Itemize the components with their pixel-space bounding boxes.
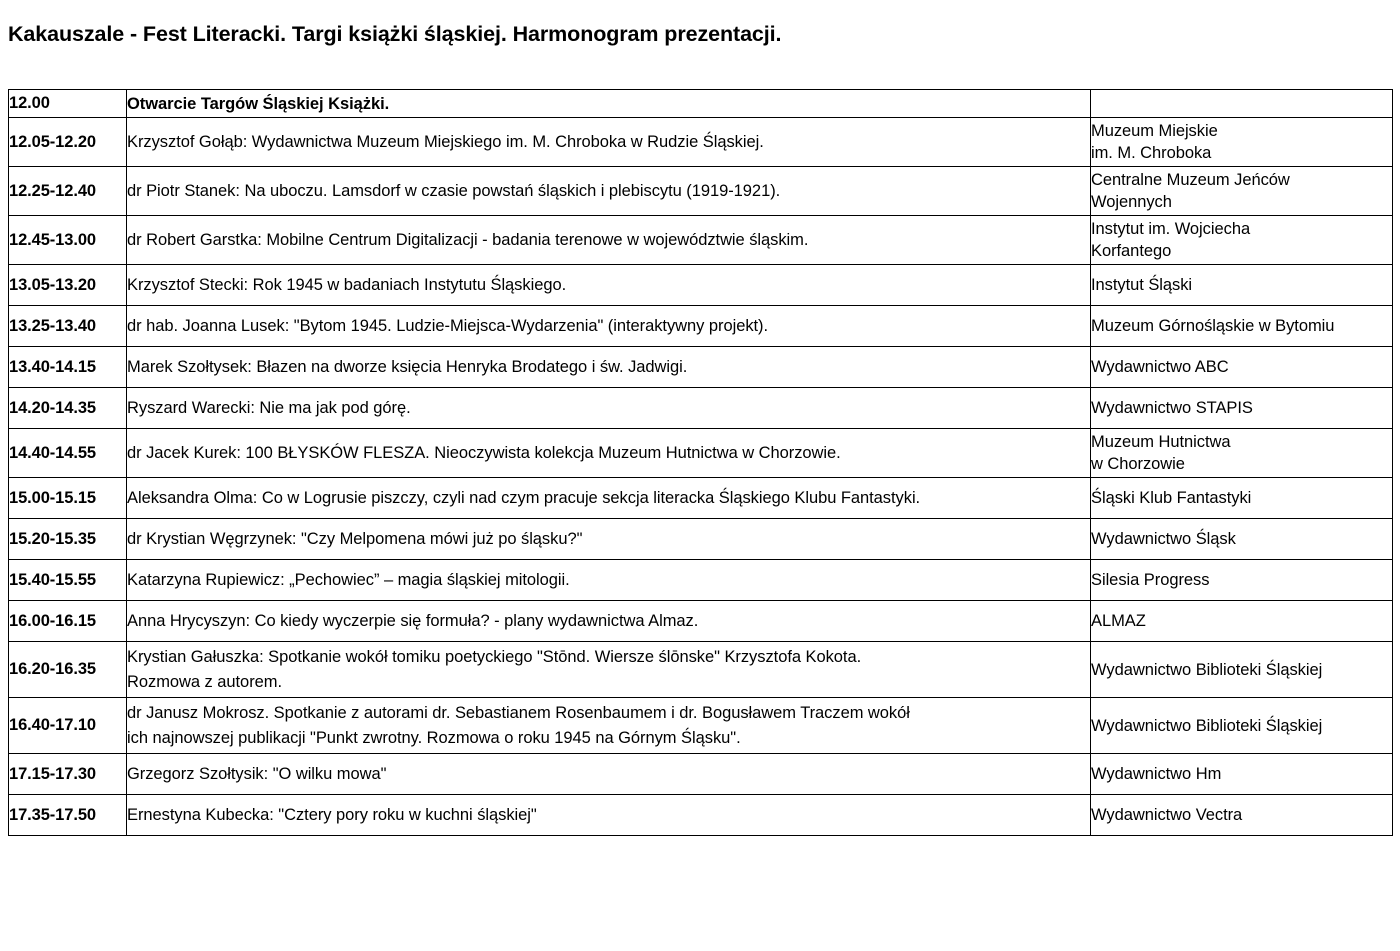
schedule-description-line: ich najnowszej publikacji "Punkt zwrotny. Rozmowa o roku 1945 na Górnym Śląsku". xyxy=(127,728,741,747)
schedule-description-cell xyxy=(127,306,1091,347)
schedule-description-line: dr Robert Garstka: Mobilne Centrum Digitalizacji - badania terenowe w województwie śląskim. xyxy=(127,231,809,250)
schedule-table xyxy=(8,89,1393,836)
table-row xyxy=(9,388,1393,429)
schedule-organization-line: Śląski Klub Fantastyki xyxy=(1091,489,1252,508)
schedule-organization-cell xyxy=(1091,601,1393,642)
schedule-table-body xyxy=(9,90,1393,836)
schedule-organization-line: Wydawnictwo Vectra xyxy=(1091,806,1243,825)
schedule-organization-cell xyxy=(1091,754,1393,795)
schedule-description-cell xyxy=(127,795,1091,836)
schedule-organization-line: Instytut Śląski xyxy=(1091,276,1193,295)
table-row xyxy=(9,265,1393,306)
schedule-organization-cell xyxy=(1091,306,1393,347)
document-page xyxy=(0,14,1400,951)
schedule-description-line: Krystian Gałuszka: Spotkanie wokół tomiku poetyckiego "Stōnd. Wiersze ślōnske" Krzysztofa Kokota. xyxy=(127,648,862,667)
table-row xyxy=(9,601,1393,642)
schedule-description-cell xyxy=(127,265,1091,306)
schedule-organization-line: Silesia Progress xyxy=(1091,571,1210,590)
schedule-organization-cell xyxy=(1091,795,1393,836)
schedule-organization-line: Instytut im. Wojciecha xyxy=(1091,220,1251,239)
schedule-organization-cell xyxy=(1091,698,1393,754)
schedule-organization-line: im. M. Chroboka xyxy=(1091,144,1212,163)
schedule-time-cell: 12.25-12.40 xyxy=(9,167,127,216)
schedule-description-line: dr Janusz Mokrosz. Spotkanie z autorami dr. Sebastianem Rosenbaumem i dr. Bogusławem Traczem wokół xyxy=(127,704,910,723)
schedule-organization-line: Muzeum Miejskie xyxy=(1091,122,1218,141)
schedule-description-line: Anna Hrycyszyn: Co kiedy wyczerpie się formuła? - plany wydawnictwa Almaz. xyxy=(127,612,699,631)
table-row xyxy=(9,347,1393,388)
schedule-time-cell: 15.00-15.15 xyxy=(9,478,127,519)
schedule-description-line: dr Krystian Węgrzynek: "Czy Melpomena mówi już po śląsku?" xyxy=(127,530,583,549)
schedule-description-cell xyxy=(127,642,1091,698)
schedule-time-cell: 16.00-16.15 xyxy=(9,601,127,642)
schedule-organization-line: Wydawnictwo Hm xyxy=(1091,765,1222,784)
page-title: Kakauszale - Fest Literacki. Targi książki śląskiej. Harmonogram prezentacji. xyxy=(8,22,782,47)
schedule-organization-line: Wydawnictwo STAPIS xyxy=(1091,399,1253,418)
schedule-time-cell: 15.20-15.35 xyxy=(9,519,127,560)
schedule-description-line: Aleksandra Olma: Co w Logrusie piszczy, czyli nad czym pracuje sekcja literacka Śląskiego Klubu Fantastyki. xyxy=(127,489,921,508)
table-row xyxy=(9,560,1393,601)
schedule-table-container xyxy=(8,89,1392,836)
schedule-organization-line: Wojennych xyxy=(1091,193,1172,212)
schedule-description-line: dr Piotr Stanek: Na uboczu. Lamsdorf w czasie powstań śląskich i plebiscytu (1919-1921). xyxy=(127,182,781,201)
schedule-organization-line: Wydawnictwo Biblioteki Śląskiej xyxy=(1091,716,1323,735)
table-row xyxy=(9,795,1393,836)
table-row xyxy=(9,519,1393,560)
schedule-organization-line: Wydawnictwo Śląsk xyxy=(1091,530,1236,549)
schedule-organization-line: Wydawnictwo ABC xyxy=(1091,358,1229,377)
schedule-description-line: Krzysztof Gołąb: Wydawnictwa Muzeum Miejskiego im. M. Chroboka w Rudzie Śląskiej. xyxy=(127,133,764,152)
table-row xyxy=(9,167,1393,216)
table-row xyxy=(9,306,1393,347)
schedule-description-line: Ernestyna Kubecka: "Cztery pory roku w kuchni śląskiej" xyxy=(127,806,537,825)
schedule-time-cell: 13.25-13.40 xyxy=(9,306,127,347)
schedule-description-cell xyxy=(127,478,1091,519)
schedule-time-cell: 12.00 xyxy=(9,90,127,118)
schedule-organization-line: Centralne Muzeum Jeńców xyxy=(1091,171,1290,190)
schedule-description-cell xyxy=(127,601,1091,642)
schedule-organization-cell xyxy=(1091,478,1393,519)
schedule-organization-line: Muzeum Górnośląskie w Bytomiu xyxy=(1091,317,1335,336)
table-row xyxy=(9,754,1393,795)
table-row xyxy=(9,90,1393,118)
table-row xyxy=(9,216,1393,265)
schedule-time-cell: 13.40-14.15 xyxy=(9,347,127,388)
schedule-time-cell: 17.15-17.30 xyxy=(9,754,127,795)
schedule-organization-cell xyxy=(1091,388,1393,429)
schedule-time-cell: 16.40-17.10 xyxy=(9,698,127,754)
schedule-description-line: Rozmowa z autorem. xyxy=(127,672,282,691)
schedule-organization-line: w Chorzowie xyxy=(1091,455,1185,474)
schedule-organization-line: ALMAZ xyxy=(1091,612,1146,631)
schedule-description-cell xyxy=(127,167,1091,216)
table-row xyxy=(9,478,1393,519)
schedule-time-cell: 15.40-15.55 xyxy=(9,560,127,601)
schedule-organization-cell xyxy=(1091,347,1393,388)
schedule-organization-line: Wydawnictwo Biblioteki Śląskiej xyxy=(1091,660,1323,679)
schedule-organization-cell xyxy=(1091,519,1393,560)
schedule-description-cell xyxy=(127,90,1091,118)
schedule-description-line: Otwarcie Targów Śląskiej Książki. xyxy=(127,94,390,113)
schedule-time-cell: 13.05-13.20 xyxy=(9,265,127,306)
schedule-organization-cell xyxy=(1091,265,1393,306)
schedule-description-cell xyxy=(127,388,1091,429)
schedule-organization-cell xyxy=(1091,216,1393,265)
schedule-organization-cell xyxy=(1091,90,1393,118)
table-row xyxy=(9,118,1393,167)
schedule-time-cell: 17.35-17.50 xyxy=(9,795,127,836)
schedule-description-line: Grzegorz Szołtysik: "O wilku mowa" xyxy=(127,765,387,784)
schedule-description-line: Marek Szołtysek: Błazen na dworze księcia Henryka Brodatego i św. Jadwigi. xyxy=(127,358,688,377)
schedule-time-cell: 16.20-16.35 xyxy=(9,642,127,698)
schedule-description-line: Ryszard Warecki: Nie ma jak pod górę. xyxy=(127,399,411,418)
schedule-organization-line: Muzeum Hutnictwa xyxy=(1091,433,1231,452)
schedule-description-cell xyxy=(127,216,1091,265)
schedule-time-cell: 12.05-12.20 xyxy=(9,118,127,167)
schedule-description-cell xyxy=(127,429,1091,478)
schedule-organization-cell xyxy=(1091,642,1393,698)
schedule-description-cell xyxy=(127,519,1091,560)
schedule-organization-cell xyxy=(1091,118,1393,167)
schedule-description-cell xyxy=(127,754,1091,795)
schedule-description-line: Krzysztof Stecki: Rok 1945 w badaniach Instytutu Śląskiego. xyxy=(127,276,567,295)
schedule-organization-cell xyxy=(1091,429,1393,478)
schedule-time-cell: 12.45-13.00 xyxy=(9,216,127,265)
table-row xyxy=(9,698,1393,754)
schedule-organization-cell xyxy=(1091,167,1393,216)
schedule-description-line: Katarzyna Rupiewicz: „Pechowiec” – magia śląskiej mitologii. xyxy=(127,571,570,590)
schedule-description-line: dr Jacek Kurek: 100 BŁYSKÓW FLESZA. Nieoczywista kolekcja Muzeum Hutnictwa w Chorzowie. xyxy=(127,444,841,463)
table-row xyxy=(9,642,1393,698)
schedule-organization-line: Korfantego xyxy=(1091,242,1172,261)
schedule-description-cell xyxy=(127,118,1091,167)
schedule-organization-cell xyxy=(1091,560,1393,601)
schedule-description-cell xyxy=(127,698,1091,754)
schedule-time-cell: 14.40-14.55 xyxy=(9,429,127,478)
table-row xyxy=(9,429,1393,478)
schedule-time-cell: 14.20-14.35 xyxy=(9,388,127,429)
schedule-description-cell xyxy=(127,560,1091,601)
schedule-description-line: dr hab. Joanna Lusek: "Bytom 1945. Ludzie-Miejsca-Wydarzenia" (interaktywny projekt). xyxy=(127,317,769,336)
schedule-description-cell xyxy=(127,347,1091,388)
